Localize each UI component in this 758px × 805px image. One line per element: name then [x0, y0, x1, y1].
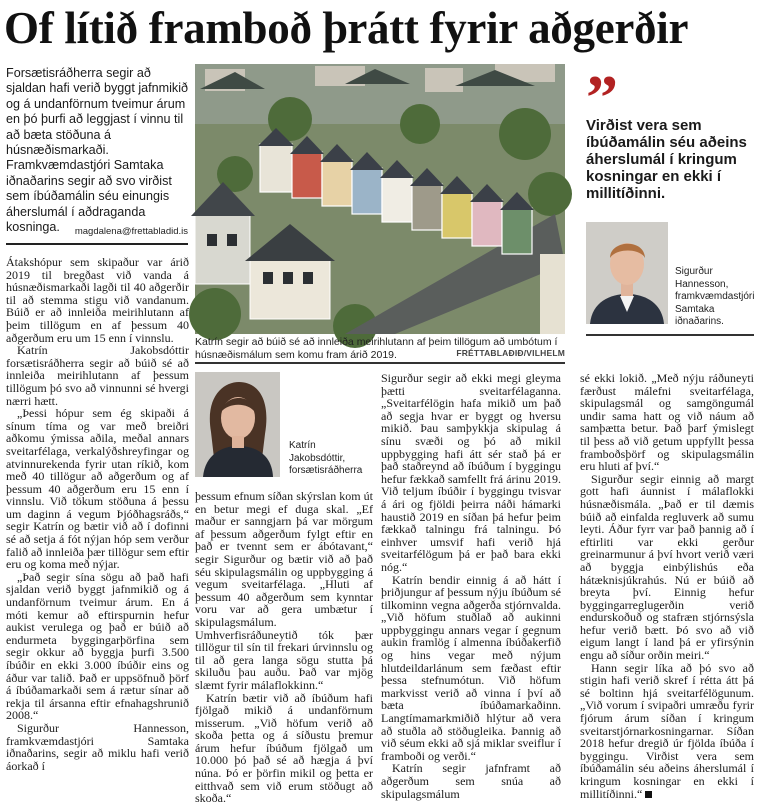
lead-divider	[6, 243, 188, 245]
paragraph-final	[580, 662, 754, 801]
paragraph: „Það segir sína sögu að það hafi sjaldan verið byggt jafnmikið og á undanförnum tveimur árum. En á móti kemur að eftirspurnin hefur aukist verulega og það er búið að endurmeta byggingarþörfina sem segir okkur að byggja þurfi 3.500 íbúðir en ekki 3.000 íbúðir eins og áður var talið. Það er uppsöfnuð þörf á íbúðamarkaði sem á rætur sínar að rekja til ársanna eftir efnahagshrunið 2008.“	[6, 569, 189, 723]
paragraph: þessum efnum síðan skýrslan kom út en betur megi ef duga skal. „Ef maður er sanngjarn þá var mörgum af þessum aðgerðum fylgt eftir en það er tvennt sem er ábótavant,“ segir Sigurður og bætir við að það séu skipulagsmálin og uppbygging á vegum sveitarfélaga. „Hluti af þessum 40 aðgerðum sem kynntar voru var að gera umbætur í skipulagsmálum. Umhverfisráðuneytið tók þær tillögur til sín til frekari úrvinnslu og til að gera langa sögu stutta þá skiluðu þau auðu. Það var mjög slæmt fyrir málaflokkinn.“	[195, 489, 373, 692]
end-of-article-mark	[645, 791, 652, 798]
paragraph: Katrín bendir einnig á að hátt í þriðjungur af þessum nýju íbúðum sé tilkominn vegna aðgerða stjórnvalda. „Við höfum stuðlað að aukinni uppbyggingu annars vegar í gegnum aukin framlög í almenna íbúðakerfið og hins vegar með nýjum hlutdeildarlánum sem fæðast eftir þessa stefnumótun. Við höfum markvisst verið að vinna í því að bæta íbúðamarkaðinn. Langtímamarkmiðið hlýtur að vera að stuðla að stöðugleika. Þannig að við séum ekki að sjá miklar sveiflur í framboði og verði.“	[381, 572, 561, 763]
article-column-2	[195, 489, 373, 805]
photo-divider	[195, 362, 565, 364]
street-houses-photo	[195, 64, 565, 334]
paragraph: Katrín bætir við að íbúðum hafi fjölgað mikið á undanförnum misserum. „Við höfum verið að skoða þetta og á síðustu þremur árum hefur íbúðum fjölgað um 10.000 þó það sé að hægja á því núna. Þó er þörfin mikil og þetta er eitthvað sem við erum stöðugt að skoða.“	[195, 690, 373, 805]
lead-paragraph: Forsætisráðherra segir að sjaldan hafi verið byggt jafnmikið og á undanförnum tveimur árum en þó þurfi að leggjast í vinnu til að bæta stöðuna á húsnæðismarkaði. Framkvæmdastjóri Samtaka iðnaðarins segir að svo virðist sem íbúðamálin séu einungis áherslumál í aðdraganda kosninga.	[6, 66, 189, 235]
photo-credit: FRÉTTABLAÐIÐ/VILHELM	[456, 348, 565, 358]
article-column-3	[381, 371, 561, 801]
katrin-caption: Katrín Jakobsdóttir, forsætisráðherra	[289, 440, 363, 476]
sigurdur-portrait-photo	[586, 222, 668, 324]
paragraph: „Þessi hópur sem ég skipaði á sínum tíma og var með breiðri aðkomu ýmissa aðila, meðal annars sveitarfélaga, verkalýðshreyfingar og atvinnurekenda fyrir utan ríkið, kom með 40 tillögur að aðgerðum og af þessum 40 aðgerðum eru 15 enn í vinnslu. Við tökum stöðuna á þessu um daginn á vegum Þjóðhagsráðs,“ segir Katrín og bætir við að í dofinni sé að setja á fót nýjan hóp sem verður falið að innleiða þær tillögur sem eftir eru og koma með nýjar.	[6, 406, 189, 572]
paragraph: Sigurður Hannesson, framkvæmdastjóri Samtaka iðnaðarins, segir að miklu hafi verið áorkað í	[6, 720, 189, 773]
article-column-1	[6, 256, 189, 790]
paragraph: Sigurður segir einnig að margt gott hafi áunnist í málaflokki húsnæðismála. „Það er til dæmis búið að einfalda regluverk að sumu leyti. Áður fyrr var það þannig að í eftirliti var ekki gerður greinarmunur á því hvort verið væri að byggja einbýlishús eða hátæknisjúkrahús. Nú er búið að breyta því. Einnig hefur byggingarreglugerðin verið endurskoðuð og stafræn stjórnsýsla hefur verið bætt. Þó svo að við eigum langt í land þá er yfirsýnin engu að síður orðin meiri.“	[580, 471, 754, 663]
katrin-portrait-photo	[195, 372, 280, 477]
sigurdur-caption: Sigurður Hannesson, framkvæmdastjóri Samtaka iðnaðarins.	[675, 266, 755, 327]
sidebar-divider	[586, 334, 754, 336]
paragraph: Katrín segir jafnframt að aðgerðum sem snúa að skipulagsmálum	[381, 761, 561, 801]
photo-caption: Katrín segir að búið sé að innleiða meirihlutann af þeim tillögum að umbótum í húsnæðismálum sem komu fram árið 2019.	[195, 336, 558, 361]
paragraph: Katrín Jakobsdóttir forsætisráðherra segir að búið sé að innleiða meirihlutann af þessum tillögum þó svo að vinnunni sé hvergi nærri hætt.	[6, 343, 189, 408]
article-column-4	[580, 371, 754, 801]
paragraph: Átakshópur sem skipaður var árið 2019 til bregðast við vanda á húsnæðismarkaði lagði til 40 aðgerðir til að stemma stigu við vandanum. Búið er að innleiða meirihlutann af þeim tillögum en af þessum 40 aðgerðum eru um 15 enn í vinnslu.	[6, 255, 189, 345]
pull-quote: Virðist vera sem íbúðamálin séu aðeins áherslumál í kringum kosningar en ekki í millitíðinni.	[586, 117, 747, 202]
paragraph: Sigurður segir að ekki megi gleyma þætti sveitarfélaganna. „Sveitarfélögin hafa mikið um það að segja hvar er byggt og hversu mikið. Þau samþykkja skipulag á sínu svæði og þó að mikil uppbygging hafi átt sér stað þá er það staðreynd að íbúðum í byggingu hefur fækkað samfellt frá árinu 2019. Við teljum íbúðir í byggingu tvisvar á ári og fjöldi þeirra náði hámarki haustið 2019 en síðan þá hefur þeim fækkað talningu frá talningu. Þó einhver umsvif hafi verið hjá sveitarfélögum þá er það bara ekki nóg.“	[381, 371, 561, 574]
headline: Of lítið framboð þrátt fyrir aðgerðir	[4, 3, 689, 53]
paragraph-text: Hann segir líka að þó svo að stigin hafi verið skref í rétta átt þá sé boltinn hjá sveitarfélögunum. „Við vorum í svipaðri umræðu fyrir fjórum árum síðan í kringum sveitarstjórnarkosningarnar. Síðan 2018 hefur dregið úr fjölda íbúða í byggingu. Virðist vera sem íbúðamálin séu aðeins áherslumál í kringum kosningar en ekki í millitíðinni.“	[580, 660, 754, 801]
quote-mark-icon: ”	[586, 62, 618, 133]
author-email[interactable]: magdalena@frettabladid.is	[74, 226, 188, 237]
paragraph: sé ekki lokið. „Með nýju ráðuneyti færðust málefni sveitarfélaga, skipulagsmál og samgöngumál undir sama hatt og við náum að samþætta betur. Það þarf ýmislegt til þess að við getum uppfyllt þessa framboðsþörf og skipulagsmálin eru hluti af því.“	[580, 371, 754, 474]
